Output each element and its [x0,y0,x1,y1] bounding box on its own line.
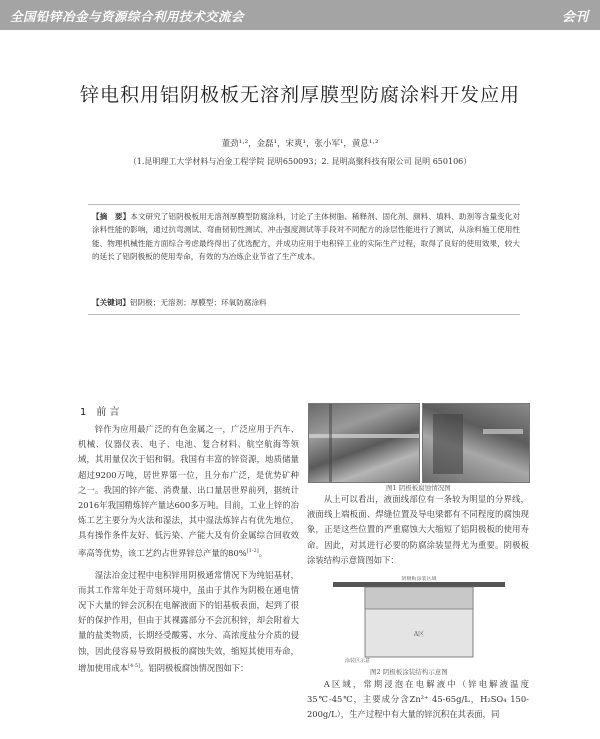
conductive-beam [333,582,505,587]
figure1-caption: 图1 阴极板腐蚀情况图 [386,484,451,492]
conference-name: 全国铅锌冶金与资源综合利用技术交流会 [10,9,245,24]
abstract-bottom-rule [88,314,520,315]
right-column-text [307,492,529,568]
keywords [92,297,520,308]
diagram-label-a: A区 [413,631,425,638]
diagram-label-top: 阴极板涂装区域 [401,576,437,582]
left-column [78,422,299,676]
figure-discussion-paragraph: 从上可以看出，液面线部位有一条较为明显的分界线，液面线上端板面、焊缝位置及导电梁都有不同程度的腐蚀现象，正是这些位置的严重腐蚀大大缩短了铝阴极板的使用寿命。因此，对其进行必要的防腐涂装显得尤为重要。阴极板涂装结构示意简图如下： [307,494,529,565]
coating-zone [365,587,473,609]
paper-title: 锌电积用铝阴极板无溶剂厚膜型防腐涂料开发应用 [79,84,520,106]
corrosion-photo-left [308,403,420,483]
cathode-plate-diagram [325,576,513,666]
zone-a-paragraph: A区域，常期浸泡在电解液中（锌电解液温度35℃-45℃，主要成分含Zn²⁺ 45-65g/L，H₂SO₄ 150-200g/L），生产过程中有大量的锌沉积在其表面，同 [307,679,529,720]
intro-paragraph-2: 湿法冶金过程中电积锌用阴极通常情况下为纯铝基材，而其工作常年处于苛刻环境中，虽由于其作为阴极在通电情况下大量的锌会沉积在电解液面下的铝基板表面，起到了很好的保护作用，但由于其裸露部分不会沉积锌，却会附着大量的盐类物质，长期经受酸雾、水分、高浓度盐分介质的侵蚀，因此侵容易导致阴极板的腐蚀失效，缩短其使用寿命，增加使用成本[4-5]。铝阴极板腐蚀情况图如下： [78,569,299,673]
right-column-text-continued [307,677,529,723]
abstract-text: 本文研究了铝阴极板用无溶剂厚膜型防腐涂料，讨论了主体树脂、稀释剂、固化剂、颜料、填料、助剂等含量变化对涂料性能的影响，通过抗弯测试、弯曲韧韧性测试、冲击强度测试等手段对不同配方的涂层性能进行了测试，从涂料施工使用性能、物理机械性能方面综合考虑最终得出了优选配方，并成功应用于电积锌工业的实际生产过程，取得了良好的使用效果，较大的延长了铝阴极板的使用寿命，有效的为冶炼企业节省了生产成本。 [92,212,520,262]
keywords-text: 铝阴极；无溶剂；厚膜型；环氧防腐涂料 [129,298,267,307]
authors: 董劲¹·²，金磊¹，宋爽¹，张小军¹，黄息¹·² [221,139,379,149]
affiliation: （1.昆明理工大学材料与冶金工程学院 昆明650093；2. 昆明高聚科技有限公司 昆明 650106） [128,157,472,166]
section-heading: 1 前 言 [80,407,120,418]
journal-header-band [0,0,600,30]
abstract-label: 【摘 要】 [92,212,131,221]
journal-type: 会刊 [561,10,588,25]
keywords-label: 【关键词】 [92,298,130,307]
corrosion-photo-right [422,403,530,483]
abstract [92,210,520,264]
abstract-top-rule [88,204,520,205]
diagram-label-left: 涂装区示意 [345,658,371,664]
intro-paragraph-1: 锌作为应用最广泛的有色金属之一，广泛应用于汽车、机械、仪器仪表、电子、电池、复合材料、航空航海等领域，其用量仅次于铝和铜。我国有丰富的锌资源，地质储量超过9200万吨，居世界第一位，且分布广泛，是优势矿种之一。我国的锌产能、消费量、出口量居世界前列，据统计2016年我国精炼锌产量达600多万吨。目前，工业上锌的冶炼工艺主要分为火法和湿法，其中湿法炼锌占有优先地位，具有操作条件友好、低污染、产能大及有价金属综合回收效率高等优势，该工艺约占世界锌总产量的80%[1-2]。 [78,424,299,558]
figure2-caption: 图2 阴极板涂装结构示意图 [370,668,448,676]
